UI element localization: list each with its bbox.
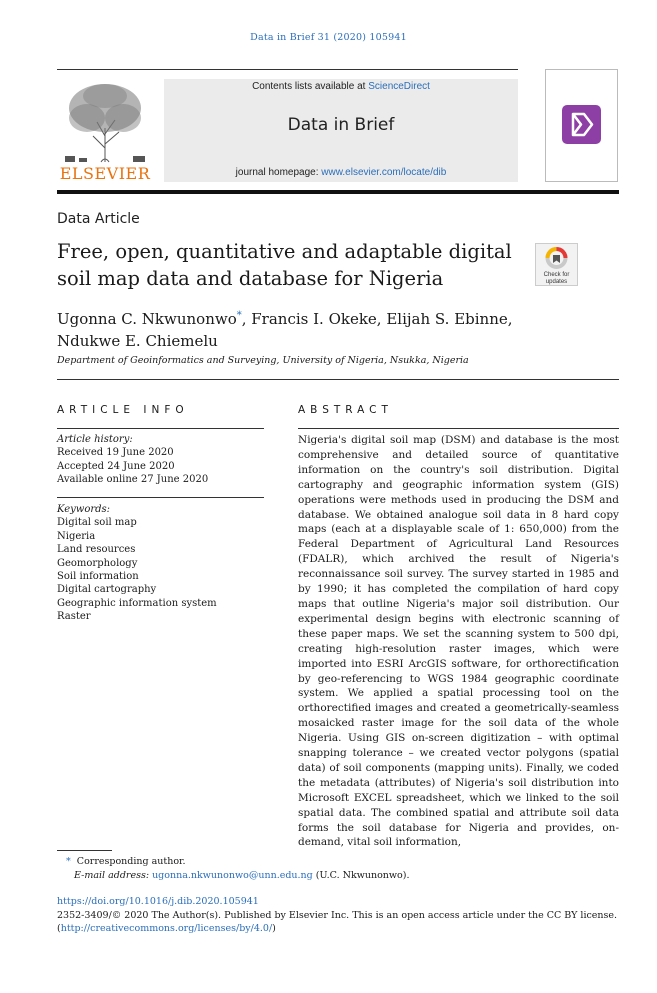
keyword-item: Land resources — [57, 544, 136, 556]
abstract-rule — [298, 428, 619, 429]
keyword-item: Soil information — [57, 571, 139, 583]
history-received: Received 19 June 2020 — [57, 447, 174, 459]
article-type: Data Article — [57, 211, 140, 227]
title-block-rule — [57, 379, 619, 380]
author-rest: , Francis I. Okeke, Elijah S. Ebinne, — [241, 310, 513, 328]
author-line-1 — [57, 305, 527, 330]
journal-name: Data in Brief — [287, 115, 395, 135]
author-first: Ugonna C. Nkwunonwo — [57, 310, 237, 328]
keywords-label: Keywords: — [57, 504, 111, 515]
author-email-link[interactable]: ugonna.nkwunonwo@unn.edu.ng — [152, 870, 313, 881]
author-line-2: Ndukwe E. Chiemelu — [57, 332, 218, 350]
keyword-item: Geographic information system — [57, 597, 217, 609]
contents-prefix: Contents lists available at — [252, 81, 369, 92]
corresponding-author-note — [66, 855, 186, 868]
affiliation: Department of Geoinformatics and Surveying, University of Nigeria, Nsukka, Nigeria — [57, 355, 469, 366]
email-label: E-mail address: — [74, 870, 150, 881]
doi-link[interactable]: https://doi.org/10.1016/j.dib.2020.105941 — [57, 896, 259, 907]
keyword-item: Geomorphology — [57, 557, 138, 569]
license-paren-open: ( — [57, 923, 61, 934]
article-title — [57, 238, 527, 292]
keyword-item: Raster — [57, 611, 91, 623]
keywords-list — [57, 503, 264, 624]
sciencedirect-link[interactable]: ScienceDirect — [368, 81, 430, 92]
crossmark-line-2: updates — [545, 279, 568, 285]
keywords-rule — [57, 497, 264, 498]
history-accepted: Accepted 24 June 2020 — [57, 460, 175, 472]
title-line-2: soil map data and database for Nigeria — [57, 267, 444, 290]
crossmark-line-1: Check for — [543, 272, 570, 278]
license-url-line — [57, 922, 276, 936]
article-history — [57, 433, 264, 487]
author-list — [57, 305, 527, 352]
article-info-rule — [57, 428, 264, 429]
license-paren-close: ) — [272, 923, 276, 934]
abstract-text: Nigeria's digital soil map (DSM) and database is the most comprehensive and detailed source of quantitative information on the country's soil distribution. Digital cartography and geographic information system (GIS) operations were methods used in producing the DSM and database. We obtained analogue soil data in 8 hard copy maps (each at a displayable scale of 1: 650,000) from the Federal Department of Agricultural Land Resources (FDALR), which archived the result of Nigeria's reconnaissance soil survey. The survey started in 1985 and by 1990; it has completed the compilation of hard copy maps that outline Nigeria's major soil distribution. Our experimental design begins with electronic scanning of these paper maps. We set the scanning system to 500 dpi, creating high-resolution raster images, which were imported into ESRI ArcGIS software, for orthorectification by geo-referencing to WGS 1984 geographic coordinate system. We applied a spatial processing tool on the orthorectified images and created a geometrically-seamless mosaicked raster image for the soil data of the whole Nigeria. Using GIS on-screen digitization – with optimal snapping tolerance – we created vector polygons (spatial data) of soil components (mapping units). Finally, we coded the metadata (attributes) of Nigeria's soil distribution into Microsoft EXCEL spreadsheet, which we linked to the soil spatial data. The combined spatial and attribute soil data forms the soil database for Nigeria and provides, on-demand, vital soil information, — [298, 434, 619, 849]
check-for-updates-badge-icon[interactable] — [535, 243, 578, 286]
contents-available-line — [164, 81, 518, 92]
history-online: Available online 27 June 2020 — [57, 474, 209, 486]
email-suffix: (U.C. Nkwunonwo). — [315, 870, 410, 881]
journal-citation[interactable]: Data in Brief 31 (2020) 105941 — [250, 32, 407, 43]
journal-homepage-line — [164, 167, 518, 178]
masthead-top-rule — [57, 69, 518, 70]
footnote-marker: * — [66, 856, 71, 867]
license-line: 2352-3409/© 2020 The Author(s). Published by Elsevier Inc. This is an open access article under the CC BY license. — [57, 910, 618, 921]
elsevier-wordmark: ELSEVIER — [59, 164, 151, 183]
journal-homepage-link[interactable]: www.elsevier.com/locate/dib — [321, 167, 447, 178]
license-url-link[interactable]: http://creativecommons.org/licenses/by/4.0/ — [60, 923, 273, 934]
header-thick-rule — [57, 190, 619, 194]
doi-line — [57, 895, 259, 909]
homepage-prefix: journal homepage: — [235, 167, 322, 178]
keyword-item: Digital soil map — [57, 517, 137, 529]
history-label: Article history: — [57, 434, 133, 445]
corresponding-label: Corresponding author. — [76, 856, 186, 867]
keyword-item: Nigeria — [57, 530, 96, 542]
footnote-rule — [57, 850, 112, 851]
email-note — [74, 869, 409, 882]
article-info-heading: ARTICLE INFO — [57, 404, 189, 416]
title-line-1: Free, open, quantitative and adaptable digital — [57, 240, 512, 263]
abstract-heading: ABSTRACT — [298, 404, 393, 416]
corresponding-author-marker[interactable]: * — [236, 310, 242, 321]
data-in-brief-cover-icon[interactable] — [562, 105, 601, 144]
keyword-item: Digital cartography — [57, 584, 157, 596]
